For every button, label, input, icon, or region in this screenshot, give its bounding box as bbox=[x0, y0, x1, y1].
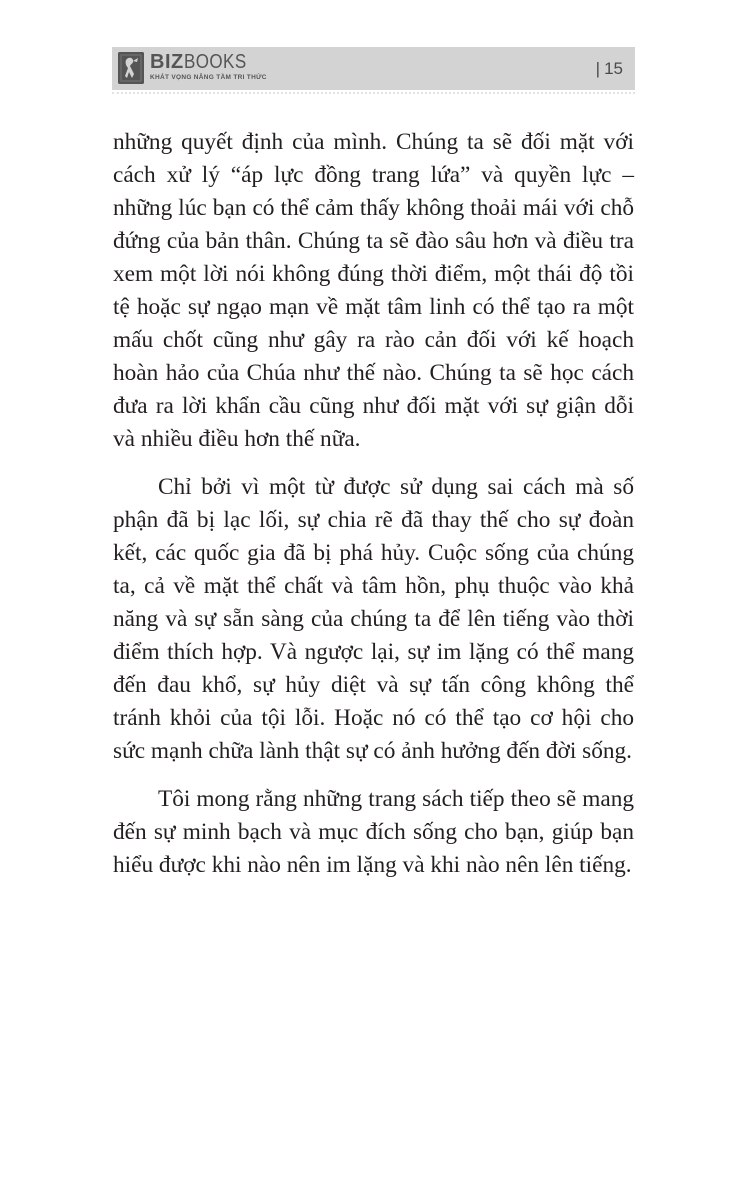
logo-figure-icon bbox=[118, 52, 144, 84]
brand-light: BOOKS bbox=[183, 51, 247, 73]
paragraph: Chỉ bởi vì một từ được sử dụng sai cách mà số phận đã bị lạc lối, sự chia rẽ đã thay thế cho sự đoàn kết, các quốc gia đã bị phá hủy. Cuộc sống của chúng ta, cả về mặt thể chất và tâm hồn, phụ thuộc vào khả năng và sự sẵn sàng của chúng ta để lên tiếng vào thời điểm thích hợp. Và ngược lại, sự im lặng có thể mang đến đau khổ, sự hủy diệt và sự tấn công không thể tránh khỏi của tội lỗi. Hoặc nó có thể tạo cơ hội cho sức mạnh chữa lành thật sự có ảnh hưởng đến đời sống. bbox=[113, 474, 634, 764]
brand-name bbox=[150, 51, 257, 73]
bizbooks-logo-icon bbox=[118, 52, 144, 84]
brand-bold: BIZ bbox=[150, 51, 184, 73]
brand-tagline: KHÁT VỌNG NÂNG TẦM TRI THỨC bbox=[150, 74, 267, 81]
running-header bbox=[112, 47, 635, 90]
page-number bbox=[596, 59, 623, 79]
paragraph-continuation: những quyết định của mình. Chúng ta sẽ đối mặt với cách xử lý “áp lực đồng trang lứa” và quyền lực – những lúc bạn có thể cảm thấy không thoải mái với chỗ đứng của bản thân. Chúng ta sẽ đào sâu hơn và điều tra xem một lời nói không đúng thời điểm, một thái độ tồi tệ hoặc sự ngạo mạn về mặt tâm linh có thể tạo ra một mấu chốt cũng như gây ra rào cản đối với kế hoạch hoàn hảo của Chúa như thế nào. Chúng ta sẽ học cách đưa ra lời khẩn cầu cũng như đối mặt với sự giận dỗi và nhiều điều hơn thế nữa. bbox=[113, 129, 634, 452]
page-number-value: 15 bbox=[604, 59, 623, 78]
paragraph: Tôi mong rằng những trang sách tiếp theo sẽ mang đến sự minh bạch và mục đích sống cho bạn, giúp bạn hiểu được khi nào nên im lặng và khi nào nên lên tiếng. bbox=[113, 786, 634, 878]
page-separator: | bbox=[595, 59, 601, 78]
page-body bbox=[113, 126, 634, 897]
